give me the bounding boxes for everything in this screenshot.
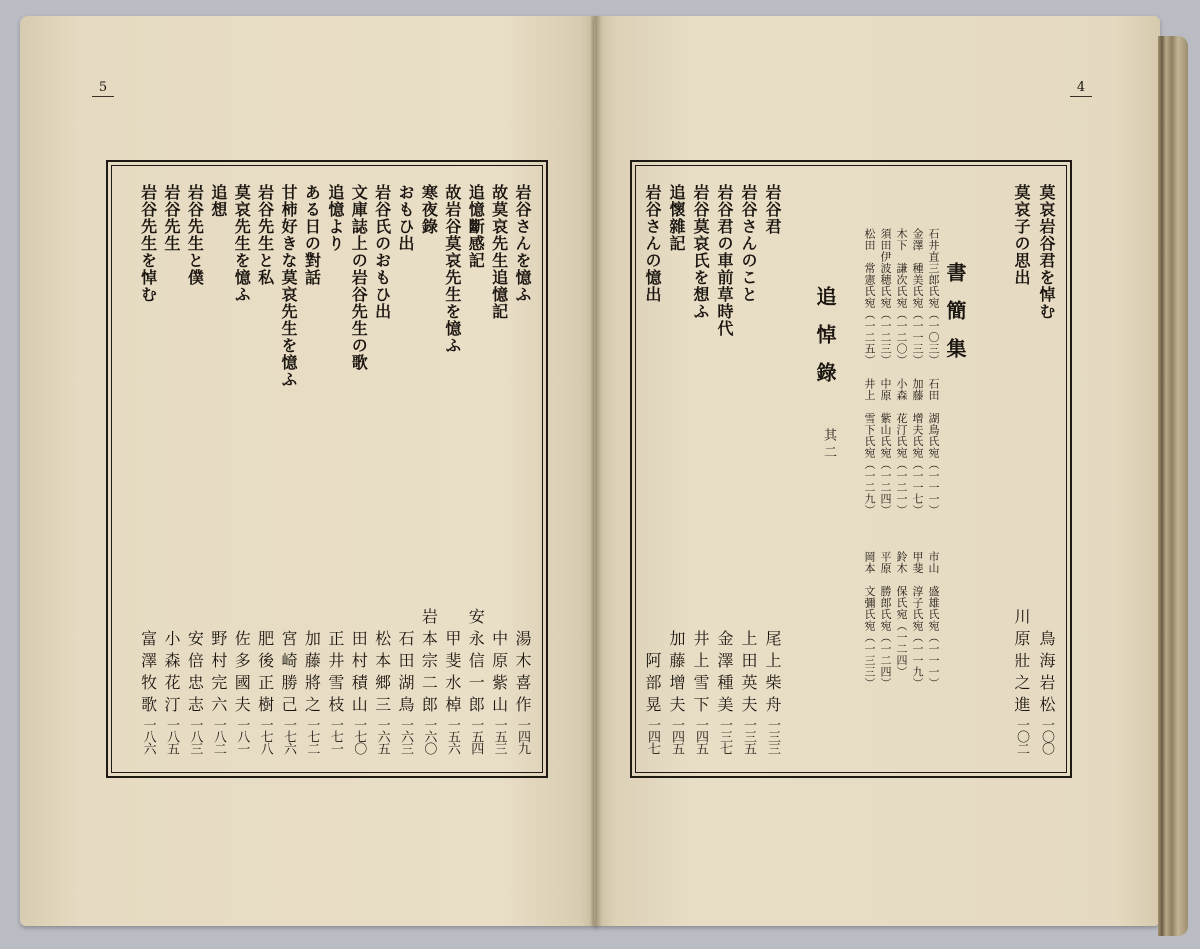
entry-page-number: 一八五 [164,718,179,754]
toc-entry [463,184,487,754]
entry-author: 松本郷三 [372,630,392,718]
toc-list-right [635,165,1067,773]
entry-title: 追憶斷感記 [466,184,486,269]
entry-title: 追想 [208,184,228,218]
entry-author: 正井雪枝 [325,630,345,718]
section-heading-memorial-sub: 其二 [821,428,836,462]
open-book [20,16,1188,941]
letter-entry: 岡本 文彌氏宛（一三三） [863,551,876,689]
entry-page-number: 一七二 [304,718,320,754]
entry-title: 甘柿好きな莫哀先生を憶ふ [279,184,298,388]
letter-entry: 金澤 種美氏宛（一一三） [911,228,924,366]
entry-page-number: 一〇〇 [1039,718,1054,754]
entry-author: 野村完六 [208,630,228,718]
toc-entry [487,184,511,754]
entry-title: 岩谷氏のおもひ出 [372,184,392,320]
entry-author: 石田湖鳥 [396,630,415,718]
entry-author: 尾上柴舟 [763,630,782,718]
toc-entry [440,184,464,754]
entry-page-number: 一六三 [398,718,413,754]
letter-entry: 中原 紫山氏宛（一二四） [879,378,892,516]
book-gutter [590,16,602,926]
toc-entry [346,184,370,754]
toc-entry [664,184,688,754]
entry-author: 金澤種美 [715,630,734,718]
section-heading-letters: 書簡集 [943,262,967,376]
entry-title: 岩谷君 [763,184,782,235]
toc-entry [323,184,347,754]
entry-title: 岩谷莫哀氏を想ふ [691,184,710,320]
entry-title: 故莫哀先生追憶記 [489,184,509,320]
letter-entry: 松田 常憲氏宛（一二五） [863,228,876,366]
entry-page-number: 一七六 [281,718,296,754]
toc-entry [206,184,230,754]
entry-page-number: 一三七 [717,718,732,754]
entry-page-number: 一四九 [515,718,530,754]
letter-entry: 石井直三郎氏宛（一〇三） [927,228,940,366]
entry-title: 莫哀子の思出 [1012,184,1031,286]
entry-author: 岩本宗二郎 [419,608,439,718]
entry-title: 岩谷先生と私 [255,184,275,286]
letter-entry: 木下 謙次氏宛（一二〇） [895,228,908,366]
toc-entry [1009,184,1033,754]
entry-author: 富澤牧歌 [138,630,158,718]
letter-entry: 市山 盛雄氏宛（一一一） [927,551,940,689]
toc-frame-left [106,160,548,778]
toc-entry [416,184,440,754]
toc-entry [182,184,206,754]
entry-title: 岩谷さんの憶出 [643,184,662,303]
entry-author: 加藤增夫 [667,630,686,718]
entry-page-number: 一四五 [693,718,708,754]
entry-page-number: 一八二 [210,718,226,754]
toc-entry [159,184,183,754]
entry-title: 岩谷先生と僕 [185,184,205,286]
entry-title: 岩谷さんを憶ふ [513,184,532,303]
entry-author: 阿部晃 [643,652,662,718]
page-number-left: 5 [92,80,114,97]
entry-author: 田村積山 [349,630,369,718]
letter-entry: 井上 雪下氏宛（一二九） [863,378,876,516]
entry-author: 中原紫山 [489,630,509,718]
entry-page-number: 一三五 [741,718,756,754]
entry-author: 井上雪下 [691,630,710,718]
toc-list-left [111,165,543,773]
toc-entry [229,184,253,754]
entry-author: 安永信一郎 [466,608,486,718]
toc-entry [299,184,323,754]
entry-title: 莫哀先生を憶ふ [232,184,252,303]
entry-title: 岩谷さんのこと [739,184,758,303]
entry-author: 上田英夫 [739,630,758,718]
entry-title: 岩谷先生 [162,184,181,252]
entry-page-number: 一五六 [444,718,460,754]
section-heading-memorial: 追悼錄 [813,286,837,400]
entry-author: 小森花汀 [162,630,181,718]
entry-author: 肥後正樹 [255,630,275,718]
entry-page-number: 一八一 [234,718,250,754]
toc-entry [510,184,534,754]
entry-author: 甲斐水棹 [442,630,462,718]
toc-entry [640,184,664,754]
toc-entry [370,184,394,754]
entry-page-number: 一七〇 [351,718,367,754]
entry-page-number: 一八六 [140,718,156,754]
entry-author: 鳥海岩松 [1037,630,1056,718]
letter-entry: 甲斐 淳子氏宛（一一九） [911,551,924,689]
letter-entry: 加藤 增夫氏宛（一一七） [911,378,924,516]
entry-title: 追懷雜記 [667,184,686,252]
toc-entry [136,184,160,754]
entry-page-number: 一八三 [187,718,203,754]
entry-title: 莫哀岩谷君を悼む [1037,184,1056,320]
letter-entry: 須田伊波穂氏宛（一二三） [879,228,892,366]
letter-entry: 平原 勝郎氏宛（一二四） [879,551,892,689]
page-number-right: 4 [1070,80,1092,97]
toc-entry [760,184,784,754]
entry-title: 岩谷君の車前草時代 [715,184,734,337]
entry-title: ある日の對話 [302,184,322,286]
letter-entry: 鈴木 保氏宛（一二四） [895,551,908,678]
entry-author: 安倍忠志 [185,630,205,718]
entry-title: 故岩谷莫哀先生を憶ふ [442,184,462,354]
page-edges [1158,36,1188,936]
entry-title: 寒夜錄 [419,184,439,235]
entry-author: 加藤將之 [302,630,322,718]
entry-author: 宮崎勝己 [279,630,298,718]
entry-title: 岩谷先生を悼む [138,184,158,303]
toc-entry [276,184,300,754]
entry-page-number: 一四七 [645,718,660,754]
entry-page-number: 一六〇 [421,718,437,754]
entry-page-number: 一五四 [468,718,484,754]
entry-page-number: 一〇二 [1014,718,1029,754]
entry-title: 追憶より [325,184,345,252]
toc-entry [393,184,417,754]
letter-entry: 小森 花汀氏宛（一二一） [895,378,908,516]
entry-page-number: 一七一 [327,718,343,754]
entry-title: おもひ出 [396,184,415,252]
entry-page-number: 一六五 [374,718,390,754]
toc-entry [253,184,277,754]
entry-title: 文庫誌上の岩谷先生の歌 [349,184,369,371]
toc-entry [1034,184,1058,754]
right-page [594,16,1160,926]
entry-author: 川原壯之進 [1012,608,1031,718]
entry-author: 湯木喜作 [513,630,532,718]
entry-page-number: 一四五 [669,718,684,754]
entry-page-number: 一三三 [765,718,780,754]
toc-entry [688,184,712,754]
left-page [20,16,598,926]
entry-page-number: 一七八 [257,718,273,754]
toc-entry [736,184,760,754]
letter-entry: 石田 湖鳥氏宛（一一一） [927,378,940,516]
entry-page-number: 一五三 [491,718,507,754]
toc-frame-right [630,160,1072,778]
toc-entry [712,184,736,754]
entry-author: 佐多國夫 [232,630,252,718]
